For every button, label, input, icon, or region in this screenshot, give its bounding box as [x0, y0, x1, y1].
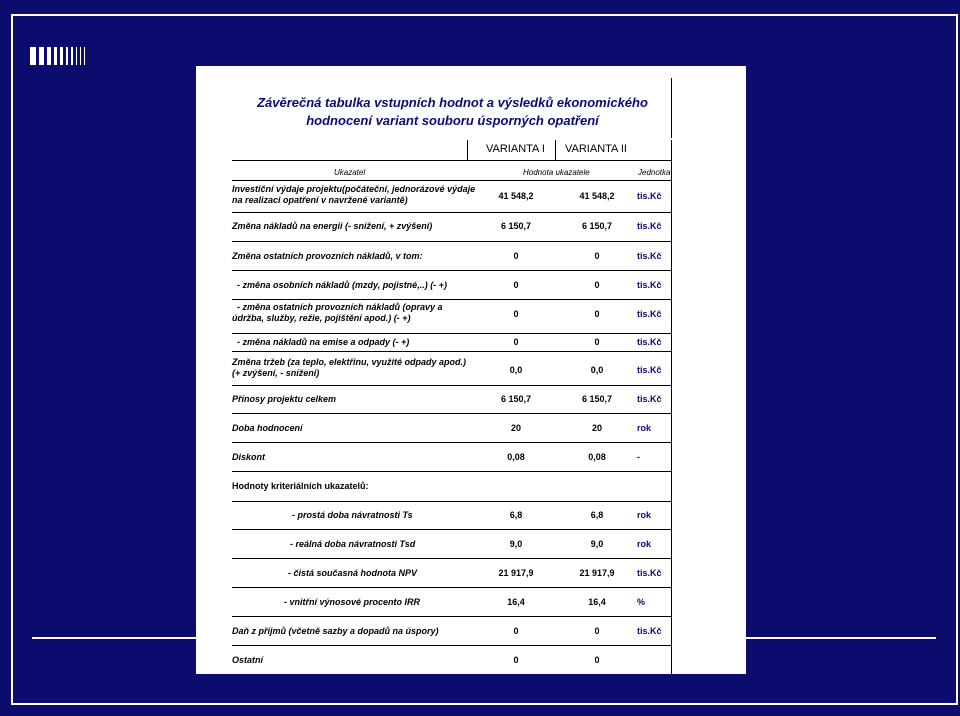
- row-label: - vnitřní výnosové procento IRR: [284, 597, 421, 607]
- row-label: Změna ostatních provozních nákladů, v tom:: [232, 251, 423, 261]
- row-value-v1: 9,0: [509, 539, 523, 549]
- row-value-v2: 0: [594, 337, 600, 347]
- row-label: Doba hodnocení: [232, 423, 303, 433]
- row-value-v2: 6,8: [590, 510, 604, 520]
- row-label: - čistá současná hodnota NPV: [288, 568, 418, 578]
- row-value-v2: 20: [591, 423, 602, 433]
- row-value-v1: 0,08: [507, 452, 525, 462]
- section-heading: Hodnoty kriteriálních ukazatelů:: [232, 481, 369, 491]
- row-value-v2: 0: [594, 251, 600, 261]
- row-value-v2: 0,0: [590, 365, 604, 375]
- row-unit: tis.Kč: [637, 626, 662, 636]
- row-label: - změna ostatních provozních nákladů (opravy a údržba, služby, režie, pojištění apod.) (- +): [232, 302, 443, 323]
- row-value-v2: 0: [594, 626, 600, 636]
- header-indicator: Ukazatel: [334, 168, 366, 177]
- row-label: Ostatní: [232, 655, 264, 665]
- row-unit: tis.Kč: [637, 365, 662, 375]
- row-value-v1: 0: [513, 309, 519, 319]
- row-value-v1: 0,0: [509, 365, 523, 375]
- row-unit: tis.Kč: [637, 309, 662, 319]
- row-value-v1: 6,8: [509, 510, 523, 520]
- row-unit: tis.Kč: [637, 568, 662, 578]
- table-border: [671, 78, 672, 138]
- row-value-v2: 0: [594, 655, 600, 665]
- row-label: Změna nákladů na energii (- snížení, + zvýšení): [232, 221, 433, 231]
- row-value-v1: 41 548,2: [498, 191, 534, 201]
- header-unit: Jednotka: [638, 168, 671, 177]
- row-unit: tis.Kč: [637, 280, 662, 290]
- table-title: Závěrečná tabulka vstupních hodnot a výsledků ekonomického hodnocení variant souboru úsporných opatření: [257, 95, 648, 128]
- row-unit: -: [637, 452, 640, 462]
- row-value-v1: 0: [513, 280, 519, 290]
- header-variant-1: VARIANTA I: [486, 143, 545, 155]
- header-variant-2: VARIANTA II: [565, 143, 627, 155]
- row-label: - reálná doba návratnosti Tsd: [290, 539, 416, 549]
- row-label: Změna tržeb (za teplo, elektřinu, využité odpady apod.) (+ zvýšení, - snížení): [232, 357, 467, 378]
- row-unit: tis.Kč: [637, 191, 662, 201]
- row-value-v1: 6 150,7: [500, 221, 532, 231]
- row-value-v1: 0: [513, 626, 519, 636]
- results-table-sheet: [196, 66, 746, 674]
- row-unit: tis.Kč: [637, 394, 662, 404]
- row-value-v2: 9,0: [590, 539, 604, 549]
- row-unit: rok: [637, 510, 652, 520]
- row-value-v2: 0,08: [588, 452, 606, 462]
- row-label: Daň z příjmů (včetně sazby a dopadů na úspory): [232, 626, 439, 636]
- row-value-v2: 16,4: [588, 597, 606, 607]
- row-unit: tis.Kč: [637, 251, 662, 261]
- row-label: - změna osobních nákladů (mzdy, pojistné,..) (- +): [232, 280, 447, 290]
- row-label: Investiční výdaje projektu(počáteční, jednorázové výdaje na realizaci opatření v navržené variantě): [232, 184, 476, 205]
- row-label: - změna nákladů na emise a odpady (- +): [232, 337, 410, 347]
- row-unit: rok: [637, 539, 652, 549]
- row-value-v1: 16,4: [507, 597, 525, 607]
- row-value-v1: 20: [510, 423, 521, 433]
- row-label: Diskont: [232, 452, 266, 462]
- row-value-v2: 6 150,7: [581, 394, 613, 404]
- row-value-v2: 41 548,2: [579, 191, 615, 201]
- row-value-v1: 21 917,9: [498, 568, 534, 578]
- row-unit: tis.Kč: [637, 337, 662, 347]
- row-value-v2: 0: [594, 280, 600, 290]
- row-label: Přínosy projektu celkem: [232, 394, 337, 404]
- row-value-v1: 0: [513, 251, 519, 261]
- row-value-v1: 0: [513, 655, 519, 665]
- row-value-v1: 0: [513, 337, 519, 347]
- row-value-v2: 0: [594, 309, 600, 319]
- results-table: [232, 140, 672, 674]
- header-value: Hodnota ukazatele: [523, 168, 590, 177]
- row-unit: rok: [637, 423, 652, 433]
- row-value-v2: 21 917,9: [579, 568, 615, 578]
- row-label: - prostá doba návratnosti Ts: [292, 510, 413, 520]
- row-unit: %: [637, 597, 646, 607]
- row-value-v2: 6 150,7: [581, 221, 613, 231]
- row-unit: tis.Kč: [637, 221, 662, 231]
- row-value-v1: 6 150,7: [500, 394, 532, 404]
